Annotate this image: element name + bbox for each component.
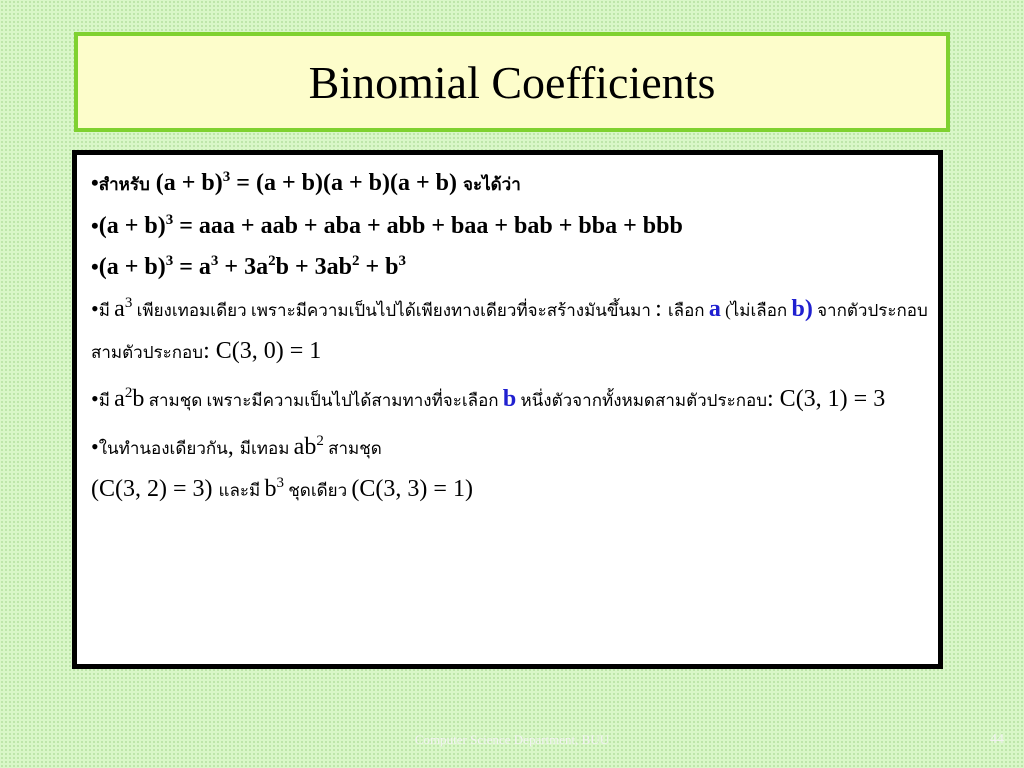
bullet-2-math-2: = aaa + aab + aba + abb + baa + bab + bba + bbb bbox=[173, 213, 683, 239]
bullet-4 bbox=[91, 289, 928, 373]
bullet-2-sup-1: 3 bbox=[165, 212, 174, 228]
bullet-4-thai-5: จากตัวประกอบสามตัวประกอบ bbox=[91, 301, 928, 362]
bullet-5-thai-2: สามชุด เพราะมีความเป็นไปได้สามทางที่จะเลือก bbox=[144, 391, 503, 410]
bullet-5-math-3: : C(3, 1) = 3 bbox=[767, 386, 886, 412]
bullet-3-math-2: = a bbox=[173, 254, 211, 280]
bullet-5-math-1: a bbox=[114, 386, 125, 412]
bullet-4-highlight-a: a bbox=[708, 296, 721, 322]
bullet-6-thai-2: มีเทอม bbox=[239, 439, 294, 458]
bullet-3-math-5: + b bbox=[359, 254, 399, 280]
bullet-4-math-1: a bbox=[114, 296, 125, 322]
bullet-6-thai-4: และมี bbox=[218, 481, 265, 500]
bullet-3-sup-1: 3 bbox=[165, 253, 174, 269]
bullet-6-sup-2: 3 bbox=[276, 475, 284, 491]
bullet-5 bbox=[91, 379, 928, 421]
bullet-marker: • bbox=[91, 296, 99, 321]
bullet-1-math-2: = (a + b)(a + b)(a + b) bbox=[230, 170, 463, 196]
bullet-6-math-3: (C(3, 2) = 3) bbox=[91, 476, 219, 502]
slide-title-box bbox=[74, 32, 950, 132]
bullet-4-thai-2: เพียงเทอมเดียว เพราะมีความเป็นไปได้เพียงทางเดียวที่จะสร้างมันขึ้นมา bbox=[132, 301, 656, 320]
bullet-3-sup-4: 2 bbox=[351, 253, 360, 269]
bullet-marker: • bbox=[91, 386, 99, 411]
bullet-5-math-2: b bbox=[132, 386, 145, 412]
bullet-4-thai-3: เลือก bbox=[667, 301, 709, 320]
bullet-3-math-4: b + 3ab bbox=[275, 254, 352, 280]
content-box bbox=[72, 150, 943, 669]
bullet-4-thai-4: (ไม่เลือก bbox=[720, 301, 792, 320]
bullet-2 bbox=[91, 210, 928, 242]
bullet-4-thai-1: มี bbox=[98, 301, 115, 320]
slide-title: Binomial Coefficients bbox=[308, 57, 716, 108]
bullet-5-thai-1: มี bbox=[98, 391, 115, 410]
bullet-6-thai-1: ในทำนองเดียวกัน bbox=[98, 439, 228, 458]
bullet-3 bbox=[91, 251, 928, 283]
bullet-1 bbox=[91, 167, 928, 201]
bullet-marker: • bbox=[91, 254, 99, 279]
bullet-2-math-1: (a + b) bbox=[98, 213, 166, 239]
bullet-6 bbox=[91, 427, 928, 511]
bullet-3-sup-3: 2 bbox=[268, 253, 276, 269]
bullet-5-thai-3: หนึ่งตัวจากทั้งหมดสามตัวประกอบ bbox=[516, 391, 768, 410]
bullet-6-thai-5: ชุดเดียว bbox=[283, 481, 352, 500]
bullet-marker: • bbox=[91, 213, 99, 238]
bullet-1-math-1: (a + b) bbox=[149, 170, 223, 196]
bullet-6-math-5: (C(3, 3) = 1) bbox=[351, 476, 473, 502]
bullet-6-math-1: , bbox=[227, 434, 240, 460]
bullet-6-thai-3: สามชุด bbox=[323, 439, 382, 458]
bullet-1-thai-2: จะได้ว่า bbox=[462, 175, 521, 194]
bullet-6-sup-1: 2 bbox=[316, 433, 324, 449]
bullet-4-highlight-b: b) bbox=[791, 296, 813, 322]
bullet-6-math-4: b bbox=[264, 476, 277, 502]
bullet-marker: • bbox=[91, 434, 99, 459]
bullet-3-sup-2: 3 bbox=[210, 253, 219, 269]
slide-footer: Computer Science Department, BUU bbox=[414, 732, 610, 747]
bullet-3-sup-5: 3 bbox=[398, 253, 406, 269]
bullet-4-sup-1: 3 bbox=[124, 295, 133, 311]
bullet-5-sup-1: 2 bbox=[124, 385, 133, 401]
bullet-4-math-3: : C(3, 0) = 1 bbox=[203, 338, 322, 364]
bullet-5-highlight-b: b bbox=[502, 386, 517, 412]
bullet-1-sup-1: 3 bbox=[222, 169, 231, 185]
bullet-3-math-3: + 3a bbox=[218, 254, 269, 280]
bullet-1-thai-1: สำหรับ bbox=[98, 175, 150, 194]
bullet-4-math-2: : bbox=[655, 296, 668, 322]
bullet-6-math-2: ab bbox=[293, 434, 317, 460]
bullet-3-math-1: (a + b) bbox=[98, 254, 166, 280]
page-number: 44 bbox=[990, 732, 1004, 747]
bullet-marker: • bbox=[91, 170, 99, 195]
